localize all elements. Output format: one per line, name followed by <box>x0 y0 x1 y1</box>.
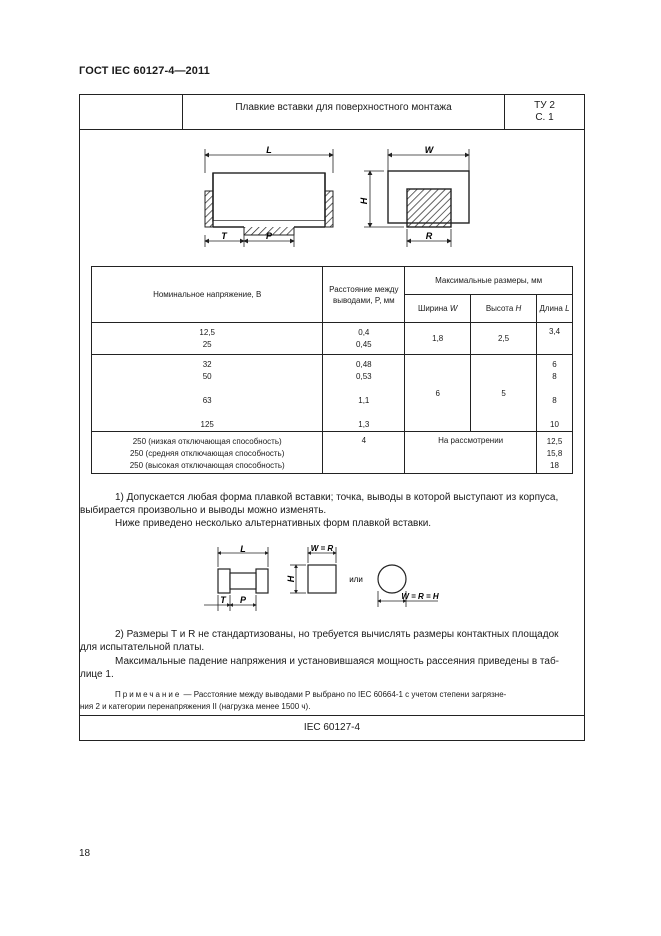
cell-value: 0,53 <box>356 372 372 381</box>
group2-voltages <box>92 355 323 432</box>
note-2-continuation <box>80 642 584 654</box>
alt-form-end-round <box>378 565 439 607</box>
group2-spacings <box>323 355 405 432</box>
table-row <box>92 432 573 474</box>
alt-form-end-square <box>286 544 336 593</box>
alt-label-WR: W = R <box>310 544 334 553</box>
note-1-continuation <box>80 505 584 517</box>
cell-value: 12,5 <box>546 437 563 446</box>
header-length-text: Длина <box>539 304 563 313</box>
cell-value: 125 <box>200 420 214 429</box>
document-header: ГОСТ IEC 60127-4—2011 <box>79 65 210 77</box>
footnote <box>115 689 584 701</box>
header-height-text: Высота <box>485 304 514 313</box>
page-frame <box>79 94 585 741</box>
note-3 <box>115 656 584 668</box>
title-block-title: Плавкие вставки для поверхностного монтажа <box>183 95 505 130</box>
footnote-line-2: ния 2 и категории перенапряжения II (нагрузка менее 1500 ч). <box>80 702 311 711</box>
cell-value: 0,4 <box>358 327 370 337</box>
alt-label-P: P <box>239 595 247 605</box>
dimension-L <box>205 145 333 173</box>
note-2-line-2: для испытательной платы. <box>80 642 205 653</box>
title-block-code-line2: С. 1 <box>535 112 554 123</box>
group3-spacing: 4 <box>323 432 405 474</box>
label-W: W <box>424 145 434 155</box>
footnote-text: — Расстояние между выводами P выбрано по IEC 60664-1 с учетом степени загрязне- <box>181 690 507 699</box>
group3-voltages <box>92 432 323 474</box>
group1-voltages <box>92 323 323 355</box>
dimensions-table <box>91 266 573 474</box>
page-number: 18 <box>79 848 91 859</box>
title-block <box>80 95 584 130</box>
header-height-symbol: H <box>515 304 522 313</box>
footnote-prefix: Примечание <box>115 690 182 699</box>
cell-value: 250 (низкая отключающая способность) <box>132 437 282 446</box>
group3-lengths <box>537 432 573 474</box>
cell-value: 50 <box>202 372 212 381</box>
footnote-line-1 <box>115 689 584 701</box>
group1-height: 2,5 <box>471 323 537 355</box>
note-1-alt-forms <box>115 518 584 530</box>
title-block-left-cell <box>80 95 183 130</box>
cell-value: 10 <box>550 420 559 429</box>
note-1-line-1: 1) Допускается любая форма плавкой вставки; точка, выводы в которой выступают из корпуса, <box>115 492 559 503</box>
header-max-dimensions: Максимальные размеры, мм <box>405 267 573 295</box>
alt-label-or: или <box>349 575 363 584</box>
note-3-line-2: лице 1. <box>80 669 114 680</box>
header-spacing: Расстояние между выводами, P, мм <box>323 267 405 323</box>
note-3-line-1: Максимальные падение напряжения и установившаяся мощность рассеяния приведены в таб- <box>115 656 559 667</box>
note-2-line-1: 2) Размеры T и R не стандартизованы, но требуется вычислять размеры контактных площадок <box>115 629 559 640</box>
group3-status: На рассмотрении <box>405 432 537 474</box>
cell-value: 25 <box>202 339 212 349</box>
group2-height: 5 <box>471 355 537 432</box>
note-1-line-2: выбирается произвольно и выводы можно изменять. <box>80 505 327 516</box>
header-width <box>405 295 471 323</box>
alt-label-L: L <box>240 544 246 554</box>
cell-value: 1,1 <box>358 396 370 405</box>
header-height <box>471 295 537 323</box>
group1-length: 3,4 <box>537 323 573 355</box>
note-1-line-3: Ниже приведено несколько альтернативных форм плавкой вставки. <box>115 518 432 529</box>
cell-value: 8 <box>552 372 557 381</box>
group1-width: 1,8 <box>405 323 471 355</box>
footnote-continuation <box>80 701 584 713</box>
group2-width: 6 <box>405 355 471 432</box>
table-row <box>92 355 573 432</box>
group1-spacings <box>323 323 405 355</box>
note-1 <box>80 492 584 504</box>
cell-value: 32 <box>202 360 212 369</box>
fuse-side-view <box>205 173 333 235</box>
label-L: L <box>266 145 272 155</box>
label-T: T <box>221 231 227 241</box>
cell-value: 250 (высокая отключающая способность) <box>129 461 285 470</box>
cell-value: 63 <box>202 396 212 405</box>
table-row <box>92 323 573 355</box>
cell-value: 8 <box>552 396 557 405</box>
cell-value: 0,48 <box>356 360 372 369</box>
cell-value: 250 (средняя отключающая способность) <box>129 449 285 458</box>
cell-value: 0,45 <box>356 339 372 349</box>
fuse-end-view <box>359 145 469 247</box>
label-H: H <box>359 197 369 205</box>
main-fuse-drawing <box>180 143 480 258</box>
group2-lengths <box>537 355 573 432</box>
note-3-continuation <box>80 669 584 681</box>
cell-value: 6 <box>552 360 557 369</box>
title-block-code <box>505 95 584 130</box>
cell-value: 15,8 <box>546 449 563 458</box>
cell-value: 12,5 <box>199 327 215 337</box>
alt-forms-drawing <box>198 543 478 617</box>
alt-label-H: H <box>286 575 296 583</box>
label-R: R <box>425 231 433 241</box>
frame-footer: IEC 60127-4 <box>80 715 584 741</box>
header-width-text: Ширина <box>417 304 448 313</box>
alt-label-WRH: W = R = H <box>401 592 439 601</box>
alt-label-T: T <box>220 595 226 605</box>
header-length-symbol: L <box>565 304 570 313</box>
header-voltage: Номинальное напряжение, В <box>92 267 323 323</box>
note-2 <box>115 629 584 641</box>
header-length <box>537 295 573 323</box>
header-width-symbol: W <box>449 304 458 313</box>
label-P: P <box>265 231 273 241</box>
cell-value: 18 <box>550 461 559 470</box>
alt-form-side <box>204 544 268 611</box>
title-block-code-line1: ТУ 2 <box>534 100 555 111</box>
cell-value: 1,3 <box>358 420 370 429</box>
